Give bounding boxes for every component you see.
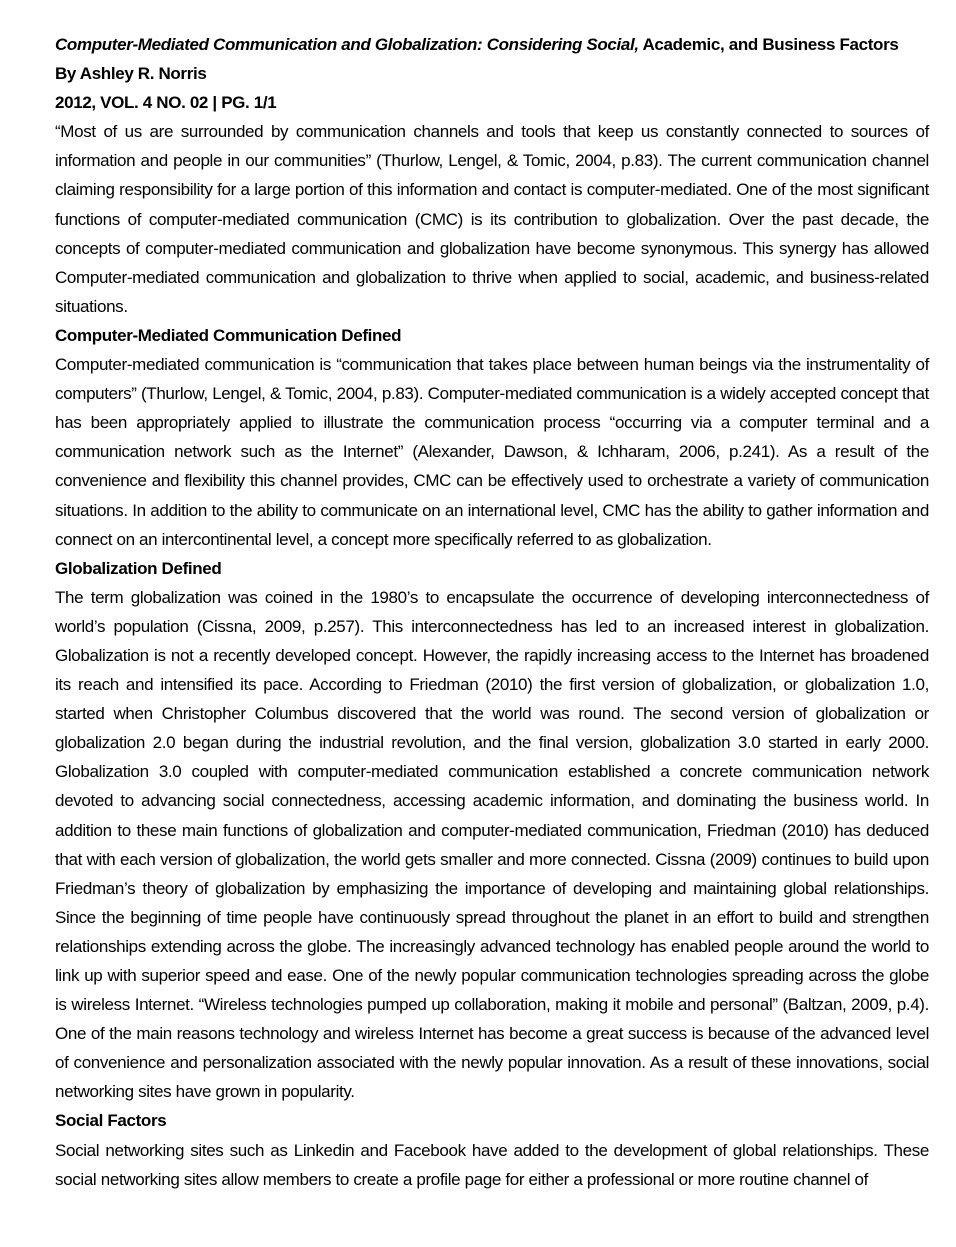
section-paragraph-cmc-defined: Computer-mediated communication is “communication that takes place between human beings via the instrumentality of computers” (Thurlow, Lengel, & Tomic, 2004, p.83). Computer-mediated communication is a widely accepted concept that has been appropriately applied to illustrate the communication process “occurring via a computer terminal and a communication network such as the Internet” (Alexander, Dawson, & Ichharam, 2006, p.241). As a result of the convenience and flexibility this channel provides, CMC can be effectively used to orchestrate a variety of communication situations. In addition to the ability to communicate on an international level, CMC has the ability to gather information and connect on an intercontinental level, a concept more specifically referred to as globalization. <box>55 355 929 549</box>
article-citation: 2012, VOL. 4 NO. 02 | PG. 1/1 <box>55 93 277 113</box>
section-paragraph-social-factors: Social networking sites such as Linkedin and Facebook have added to the development of global relationships. These social networking sites allow members to create a profile page for either a professional or more routine channel of <box>55 1140 929 1189</box>
section-heading-social-factors: Social Factors <box>55 1111 167 1131</box>
intro-paragraph: “Most of us are surrounded by communication channels and tools that keep us constantly connected to sources of information and people in our communities” (Thurlow, Lengel, & Tomic, 2004, p.83). The current communication channel claiming responsibility for a large portion of this information and contact is computer-mediated. One of the most significant functions of computer-mediated communication (CMC) is its contribution to globalization. Over the past decade, the concepts of computer-mediated communication and globalization have become synonymous. This synergy has allowed Computer-mediated communication and globalization to thrive when applied to social, academic, and business-related situations. <box>55 122 929 316</box>
article-title-rest: Academic, and Business Factors <box>638 35 899 54</box>
article-title <box>55 30 929 59</box>
section-heading-cmc-defined: Computer-Mediated Communication Defined <box>55 325 402 345</box>
article-byline: By Ashley R. Norris <box>55 64 207 84</box>
section-paragraph-globalization-defined: The term globalization was coined in the 1980’s to encapsulate the occurrence of developing interconnectedness of world’s population (Cissna, 2009, p.257). This interconnectedness has led to an increased interest in globalization. Globalization is not a recently developed concept. However, the rapidly increasing access to the Internet has broadened its reach and intensified its pace. According to Friedman (2010) the first version of globalization, or globalization 1.0, started when Christopher Columbus discovered that the world was round. The second version of globalization or globalization 2.0 began during the industrial revolution, and the final version, globalization 3.0 started in early 2000. Globalization 3.0 coupled with computer-mediated communication established a concrete communication network devoted to advancing social connectedness, accessing academic information, and dominating the business world. In addition to these main functions of globalization and computer-mediated communication, Friedman (2010) has deduced that with each version of globalization, the world gets smaller and more connected. Cissna (2009) continues to build upon Friedman’s theory of globalization by emphasizing the importance of developing and maintaining global relationships. Since the beginning of time people have continuously spread throughout the planet in an effort to build and strengthen relationships extending across the globe. The increasingly advanced technology has enabled people around the world to link up with superior speed and ease. One of the newly popular communication technologies spreading across the globe is wireless Internet. “Wireless technologies pumped up collaboration, making it mobile and personal” (Baltzan, 2009, p.4). One of the main reasons technology and wireless Internet has become a great success is because of the advanced level of convenience and personalization associated with the newly popular innovation. As a result of these innovations, social networking sites have grown in popularity. <box>55 587 929 1102</box>
section-heading-globalization-defined: Globalization Defined <box>55 558 222 578</box>
article-title-italic: Computer-Mediated Communication and Globalization: Considering Social, <box>55 35 639 54</box>
